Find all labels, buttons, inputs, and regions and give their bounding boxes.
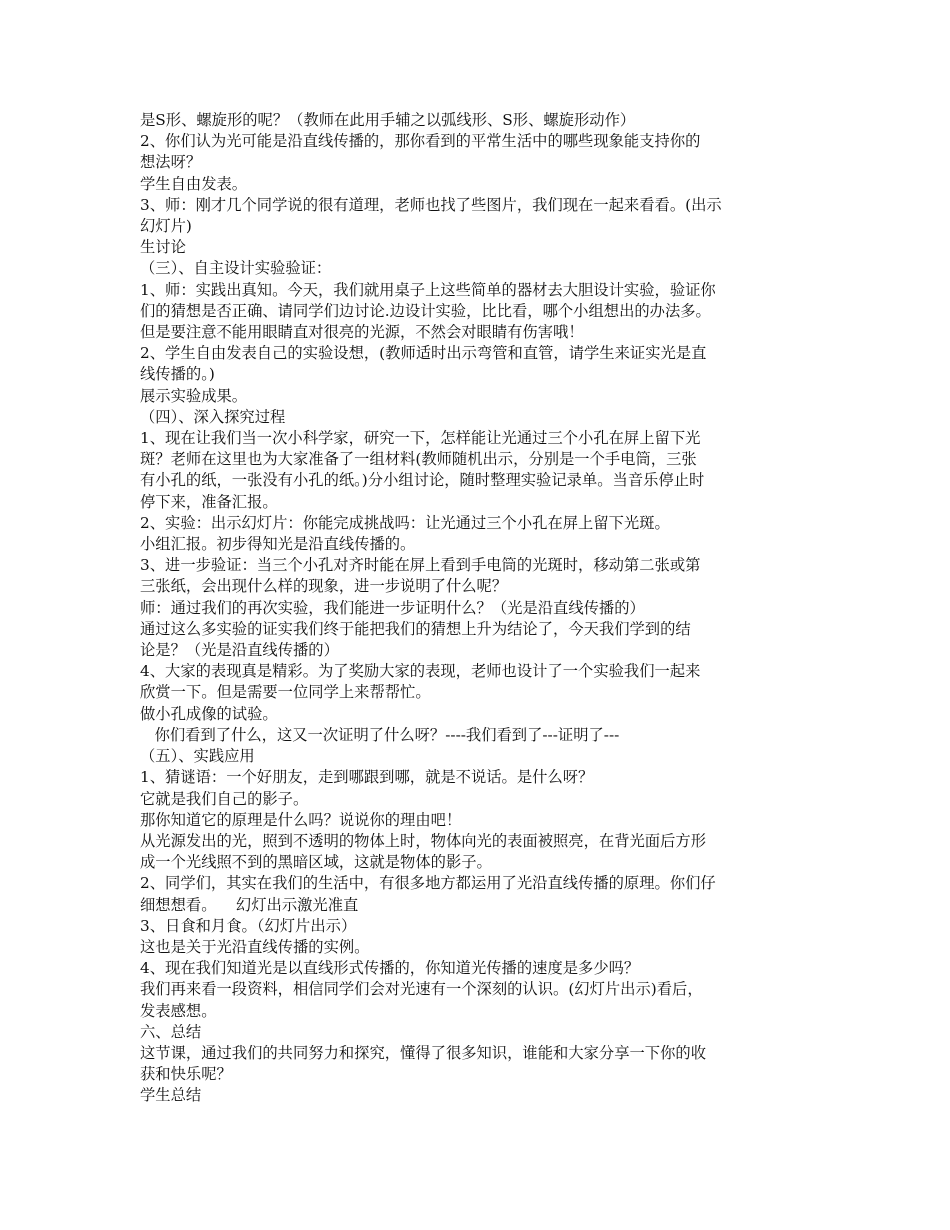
text-line: 2、实验：出示幻灯片：你能完成挑战吗：让光通过三个小孔在屏上留下光斑。 xyxy=(140,513,670,532)
text-line: 线传播的。) xyxy=(140,365,215,384)
text-line: （四）、深入探究过程 xyxy=(140,407,286,426)
text-line: 我们再来看一段资料，相信同学们会对光速有一个深刻的认识。(幻灯片出示)看后， xyxy=(140,980,703,999)
text-line: 生讨论 xyxy=(140,238,186,257)
text-line: 从光源发出的光，照到不透明的物体上时，物体向光的表面被照亮，在背光面后方形 xyxy=(140,831,706,850)
text-line: 展示实验成果。 xyxy=(140,386,248,405)
text-line: 3、日食和月食。（幻灯片出示） xyxy=(140,916,357,935)
text-line: 发表感想。 xyxy=(140,1001,217,1020)
text-line: 通过这么多实验的证实我们终于能把我们的猜想上升为结论了，今天我们学到的结 xyxy=(140,619,691,638)
text-line: 欣赏一下。但是需要一位同学上来帮帮忙。 xyxy=(140,683,431,702)
text-line: 做小孔成像的试验。 xyxy=(140,704,278,723)
text-line: 想法呀？ xyxy=(140,153,202,172)
text-line: 幻灯片) xyxy=(140,217,192,236)
text-line: 有小孔的纸，一张没有小孔的纸。)分小组讨论，随时整理实验记录单。当音乐停止时 xyxy=(140,471,705,490)
text-line: 1、现在让我们当一次小科学家，研究一下，怎样能让光通过三个小孔在屏上留下光 xyxy=(140,429,701,448)
text-line: 3、师：刚才几个同学说的很有道理，老师也找了些图片，我们现在一起来看看。(出示 xyxy=(140,195,722,214)
text-line: 师：通过我们的再次实验，我们能进一步证明什么？（光是沿直线传播的） xyxy=(140,598,645,617)
text-line: 1、师：实践出真知。今天，我们就用桌子上这些简单的器材去大胆设计实验，验证你 xyxy=(140,280,716,299)
text-line: 是S形、螺旋形的呢？（教师在此用手辅之以弧线形、S形、螺旋形动作） xyxy=(140,111,636,129)
text-line: 2、学生自由发表自己的实验设想，(教师适时出示弯管和直管，请学生来证实光是直 xyxy=(140,344,707,363)
text-line: 1、猜谜语：一个好朋友，走到哪跟到哪，就是不说话。是什么呀？ xyxy=(140,768,594,787)
text-line: 小组汇报。初步得知光是沿直线传播的。 xyxy=(140,535,416,554)
text-line: （五）、实践应用 xyxy=(140,747,255,766)
text-line: 细想想看。 幻灯出示激光准直 xyxy=(140,895,359,914)
text-line: 们的猜想是否正确、请同学们边讨论.边设计实验，比比看，哪个小组想出的办法多。 xyxy=(140,301,711,320)
text-line: 2、同学们，其实在我们的生活中，有很多地方都运用了光沿直线传播的原理。你们仔 xyxy=(140,874,716,893)
text-line: 停下来，准备汇报。 xyxy=(140,492,278,511)
text-line: 六、总结 xyxy=(140,1022,202,1041)
text-line: 学生总结 xyxy=(140,1086,202,1105)
text-line: 你们看到了什么，这又一次证明了什么呀？----我们看到了---证明了--- xyxy=(140,725,620,744)
text-line: 成一个光线照不到的黑暗区域，这就是物体的影子。 xyxy=(140,853,492,872)
text-line: 这也是关于光沿直线传播的实例。 xyxy=(140,937,370,956)
text-line: 这节课，通过我们的共同努力和探究，懂得了很多知识，谁能和大家分享一下你的收 xyxy=(140,1043,706,1062)
document-page xyxy=(140,110,820,1107)
text-line: 它就是我们自己的影子。 xyxy=(140,789,309,808)
text-line: 那你知道它的原理是什么吗？说说你的理由吧！ xyxy=(140,810,462,829)
text-line: 学生自由发表。 xyxy=(140,174,248,193)
text-line: 3、进一步验证：当三个小孔对齐时能在屏上看到手电筒的光斑时，移动第二张或第 xyxy=(140,556,701,575)
text-line: 4、现在我们知道光是以直线形式传播的，你知道光传播的速度是多少吗？ xyxy=(140,959,640,978)
text-line: 斑？老师在这里也为大家准备了一组材料(教师随机出示，分别是一个手电筒，三张 xyxy=(140,450,697,469)
text-line: 4、大家的表现真是精彩。为了奖励大家的表现，老师也设计了一个实验我们一起来 xyxy=(140,662,701,681)
text-line: 但是要注意不能用眼睛直对很亮的光源，不然会对眼睛有伤害哦！ xyxy=(140,323,584,342)
text-line: 获和快乐呢？ xyxy=(140,1065,232,1084)
text-line: 三张纸，会出现什么样的现象，进一步说明了什么呢？ xyxy=(140,577,508,596)
text-line: 2、你们认为光可能是沿直线传播的，那你看到的平常生活中的哪些现象能支持你的 xyxy=(140,132,701,151)
text-line: 论是？（光是沿直线传播的） xyxy=(140,641,339,660)
text-line: （三）、自主设计实验验证： xyxy=(140,259,332,278)
